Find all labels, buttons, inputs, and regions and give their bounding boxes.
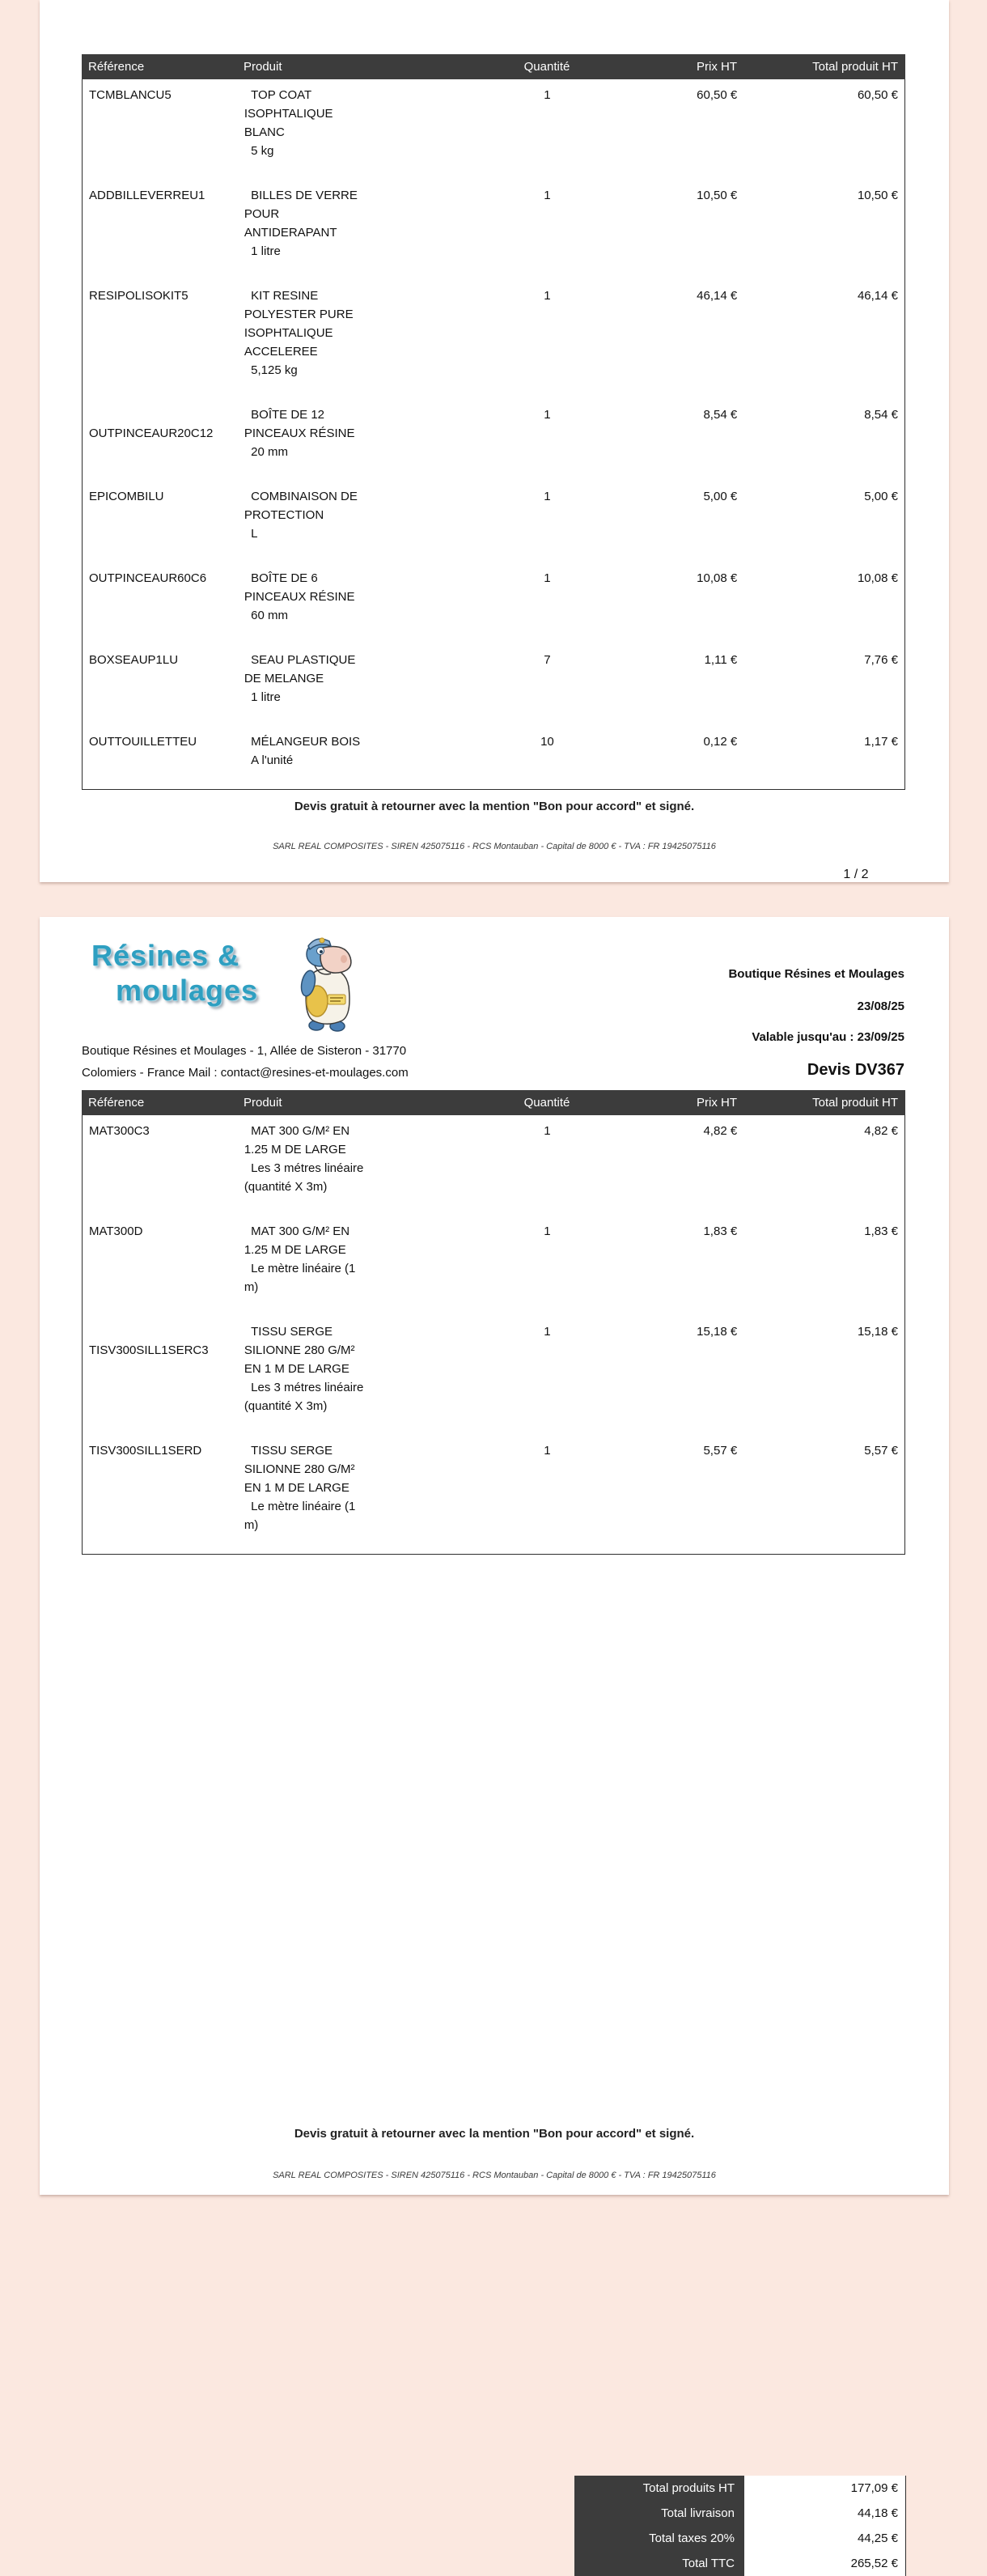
reference-text: BOXSEAUP1LU	[89, 653, 179, 667]
reference-text: TCMBLANCU5	[89, 88, 172, 102]
address-line2: Colomiers - France Mail : contact@resines-et-moulages.com	[82, 1066, 409, 1080]
product-line: L	[244, 527, 258, 541]
row-total: 15,18 €	[857, 1325, 898, 1339]
header-quantity: Quantité	[523, 60, 570, 74]
row-product	[244, 1122, 455, 1196]
table-row	[83, 1216, 898, 1316]
product-line: (quantité X 3m)	[244, 1180, 328, 1194]
product-line: ANTIDERAPANT	[244, 226, 337, 240]
product-line: POLYESTER PURE	[244, 308, 354, 321]
quote-table-page2	[82, 1090, 905, 1555]
row-quantity: 1	[544, 490, 551, 503]
row-product	[244, 1222, 455, 1296]
row-product	[244, 405, 455, 461]
totals-value: 177,09 €	[744, 2476, 906, 2501]
reference-text: OUTPINCEAUR20C12	[89, 427, 214, 440]
header-reference: Référence	[88, 60, 145, 74]
row-product	[244, 1322, 455, 1415]
product-line: TISSU SERGE	[244, 1444, 333, 1458]
product-line: m)	[244, 1280, 259, 1294]
product-line: KIT RESINE	[244, 289, 319, 303]
row-product	[244, 569, 455, 625]
product-line: BLANC	[244, 125, 285, 139]
row-total: 8,54 €	[864, 408, 898, 422]
reference-text: TISV300SILL1SERD	[89, 1444, 202, 1458]
totals-value: 44,18 €	[744, 2501, 906, 2526]
product-line: DE MELANGE	[244, 672, 324, 685]
row-product	[244, 286, 455, 380]
product-line: 5,125 kg	[244, 363, 298, 377]
table-body	[82, 1115, 905, 1555]
product-line: PROTECTION	[244, 508, 324, 522]
row-quantity: 1	[544, 408, 551, 422]
header-product: Produit	[244, 1096, 282, 1110]
row-quantity: 1	[544, 88, 551, 102]
product-line: 1 litre	[244, 244, 281, 258]
row-product	[244, 86, 455, 160]
row-quantity: 1	[544, 189, 551, 202]
reference-text: OUTPINCEAUR60C6	[89, 571, 207, 585]
reference-text: MAT300D	[89, 1224, 143, 1238]
header-price: Prix HT	[697, 1096, 737, 1110]
header-product: Produit	[244, 60, 282, 74]
page-2	[40, 917, 949, 2570]
totals-label: Total TTC	[574, 2551, 744, 2576]
row-quantity: 1	[544, 1444, 551, 1458]
row-reference	[83, 1441, 244, 1534]
row-reference	[83, 1322, 244, 1415]
row-total: 60,50 €	[857, 88, 898, 102]
row-total: 4,82 €	[864, 1124, 898, 1138]
product-line: TOP COAT	[244, 88, 312, 102]
logo-text-line2: moulages	[116, 974, 259, 1007]
header-quantity: Quantité	[523, 1096, 570, 1110]
row-price: 10,08 €	[697, 571, 738, 585]
table-row	[83, 1115, 898, 1216]
totals-row	[574, 2501, 906, 2526]
row-quantity: 1	[544, 1325, 551, 1339]
company-logo	[91, 940, 258, 1007]
header-total: Total produit HT	[812, 60, 898, 74]
product-line: SEAU PLASTIQUE	[244, 653, 356, 667]
product-line: Les 3 métres linéaire	[244, 1161, 364, 1175]
product-line: 20 mm	[244, 445, 288, 459]
row-reference	[83, 732, 244, 770]
footer-note: Devis gratuit à retourner avec la mention "Bon pour accord" et signé.	[294, 800, 695, 813]
table-row	[83, 399, 898, 481]
row-product	[244, 186, 455, 261]
table-header-row	[82, 1090, 905, 1115]
product-line: BOÎTE DE 6	[244, 571, 318, 585]
row-price: 5,57 €	[703, 1444, 738, 1458]
row-reference	[83, 651, 244, 707]
totals-row	[574, 2526, 906, 2551]
table-row	[83, 562, 898, 644]
row-price: 46,14 €	[697, 289, 738, 303]
meta-shop-name: Boutique Résines et Moulages	[728, 967, 904, 981]
product-line: 1 litre	[244, 690, 281, 704]
product-line: Le mètre linéaire (1	[244, 1500, 356, 1513]
product-line: SILIONNE 280 G/M²	[244, 1462, 355, 1476]
meta-date: 23/08/25	[857, 999, 904, 1013]
page-number: 1 / 2	[843, 868, 869, 881]
row-price: 8,54 €	[703, 408, 738, 422]
product-line: TISSU SERGE	[244, 1325, 333, 1339]
row-quantity: 1	[544, 571, 551, 585]
quote-meta	[728, 967, 904, 1080]
mascot-logo-icon	[295, 936, 360, 1032]
row-total: 5,00 €	[864, 490, 898, 503]
totals-value: 44,25 €	[744, 2526, 906, 2551]
row-quantity: 1	[544, 1224, 551, 1238]
product-line: EN 1 M DE LARGE	[244, 1362, 349, 1376]
totals-row	[574, 2476, 906, 2501]
row-reference	[83, 487, 244, 543]
row-quantity: 1	[544, 1124, 551, 1138]
table-header-row	[82, 54, 905, 79]
product-line: BILLES DE VERRE	[244, 189, 358, 202]
row-total: 46,14 €	[857, 289, 898, 303]
meta-devis-number: Devis DV367	[807, 1061, 904, 1079]
company-address	[82, 1040, 409, 1084]
row-price: 10,50 €	[697, 189, 738, 202]
row-product	[244, 651, 455, 707]
table-row	[83, 726, 898, 789]
table-row	[83, 1435, 898, 1554]
product-line: ISOPHTALIQUE	[244, 326, 333, 340]
row-reference	[83, 1222, 244, 1296]
product-line: COMBINAISON DE	[244, 490, 358, 503]
product-line: PINCEAUX RÉSINE	[244, 590, 355, 604]
header-total: Total produit HT	[812, 1096, 898, 1110]
product-line: Les 3 métres linéaire	[244, 1381, 364, 1394]
product-line: m)	[244, 1518, 259, 1532]
row-quantity: 1	[544, 289, 551, 303]
header-reference: Référence	[88, 1096, 145, 1110]
row-price: 0,12 €	[703, 735, 738, 749]
row-reference	[83, 1122, 244, 1196]
footer-legal: SARL REAL COMPOSITES - SIREN 425075116 - RCS Montauban - Capital de 8000 € - TVA : FR 19425075116	[273, 2171, 716, 2180]
product-line: 1.25 M DE LARGE	[244, 1243, 346, 1257]
product-line: 60 mm	[244, 609, 288, 622]
footer-note: Devis gratuit à retourner avec la mention "Bon pour accord" et signé.	[294, 2127, 695, 2141]
table-row	[83, 180, 898, 280]
row-reference	[83, 569, 244, 625]
product-line: POUR	[244, 207, 280, 221]
table-body	[82, 79, 905, 790]
reference-text: TISV300SILL1SERC3	[89, 1343, 209, 1357]
row-price: 15,18 €	[697, 1325, 738, 1339]
reference-text: EPICOMBILU	[89, 490, 164, 503]
row-reference	[83, 405, 244, 461]
product-line: BOÎTE DE 12	[244, 408, 325, 422]
product-line: ACCELEREE	[244, 345, 318, 359]
product-line: SILIONNE 280 G/M²	[244, 1343, 355, 1357]
reference-text: OUTTOUILLETTEU	[89, 735, 197, 749]
row-price: 5,00 €	[703, 490, 738, 503]
header-price: Prix HT	[697, 60, 737, 74]
product-line: ISOPHTALIQUE	[244, 107, 333, 121]
reference-text: ADDBILLEVERREU1	[89, 189, 205, 202]
totals-label: Total livraison	[574, 2501, 744, 2526]
row-product	[244, 487, 455, 543]
product-line: PINCEAUX RÉSINE	[244, 427, 355, 440]
row-total: 10,50 €	[857, 189, 898, 202]
row-total: 10,08 €	[857, 571, 898, 585]
row-price: 1,83 €	[703, 1224, 738, 1238]
row-product	[244, 732, 455, 770]
product-line: 5 kg	[244, 144, 274, 158]
row-total: 1,83 €	[864, 1224, 898, 1238]
table-row	[83, 644, 898, 726]
product-line: MAT 300 G/M² EN	[244, 1224, 350, 1238]
table-row	[83, 280, 898, 399]
meta-valid-until: Valable jusqu'au : 23/09/25	[752, 1030, 904, 1044]
totals-label: Total taxes 20%	[574, 2526, 744, 2551]
totals-block	[574, 2476, 906, 2576]
product-line: MAT 300 G/M² EN	[244, 1124, 350, 1138]
product-line: (quantité X 3m)	[244, 1399, 328, 1413]
table-row	[83, 1316, 898, 1435]
totals-label: Total produits HT	[574, 2476, 744, 2501]
row-total: 5,57 €	[864, 1444, 898, 1458]
row-price: 60,50 €	[697, 88, 738, 102]
row-price: 4,82 €	[703, 1124, 738, 1138]
table-row	[83, 79, 898, 180]
product-line: EN 1 M DE LARGE	[244, 1481, 349, 1495]
table-row	[83, 481, 898, 562]
address-line1: Boutique Résines et Moulages - 1, Allée de Sisteron - 31770	[82, 1044, 407, 1058]
product-line: MÉLANGEUR BOIS	[244, 735, 361, 749]
row-product	[244, 1441, 455, 1534]
row-total: 1,17 €	[864, 735, 898, 749]
page-1	[40, 0, 949, 882]
row-price: 1,11 €	[704, 653, 738, 667]
footer-legal: SARL REAL COMPOSITES - SIREN 425075116 - RCS Montauban - Capital de 8000 € - TVA : FR 19425075116	[273, 842, 716, 851]
product-line: 1.25 M DE LARGE	[244, 1143, 346, 1156]
quote-table-page1	[82, 54, 905, 790]
totals-value: 265,52 €	[744, 2551, 906, 2576]
product-line: Le mètre linéaire (1	[244, 1262, 356, 1275]
row-quantity: 7	[544, 653, 551, 667]
product-line: A l'unité	[244, 753, 294, 767]
reference-text: MAT300C3	[89, 1124, 150, 1138]
row-reference	[83, 186, 244, 261]
row-quantity: 10	[540, 735, 554, 749]
row-total: 7,76 €	[864, 653, 898, 667]
reference-text: RESIPOLISOKIT5	[89, 289, 189, 303]
row-reference	[83, 86, 244, 160]
logo-text-line1: Résines &	[91, 939, 240, 972]
totals-row	[574, 2551, 906, 2576]
row-reference	[83, 286, 244, 380]
